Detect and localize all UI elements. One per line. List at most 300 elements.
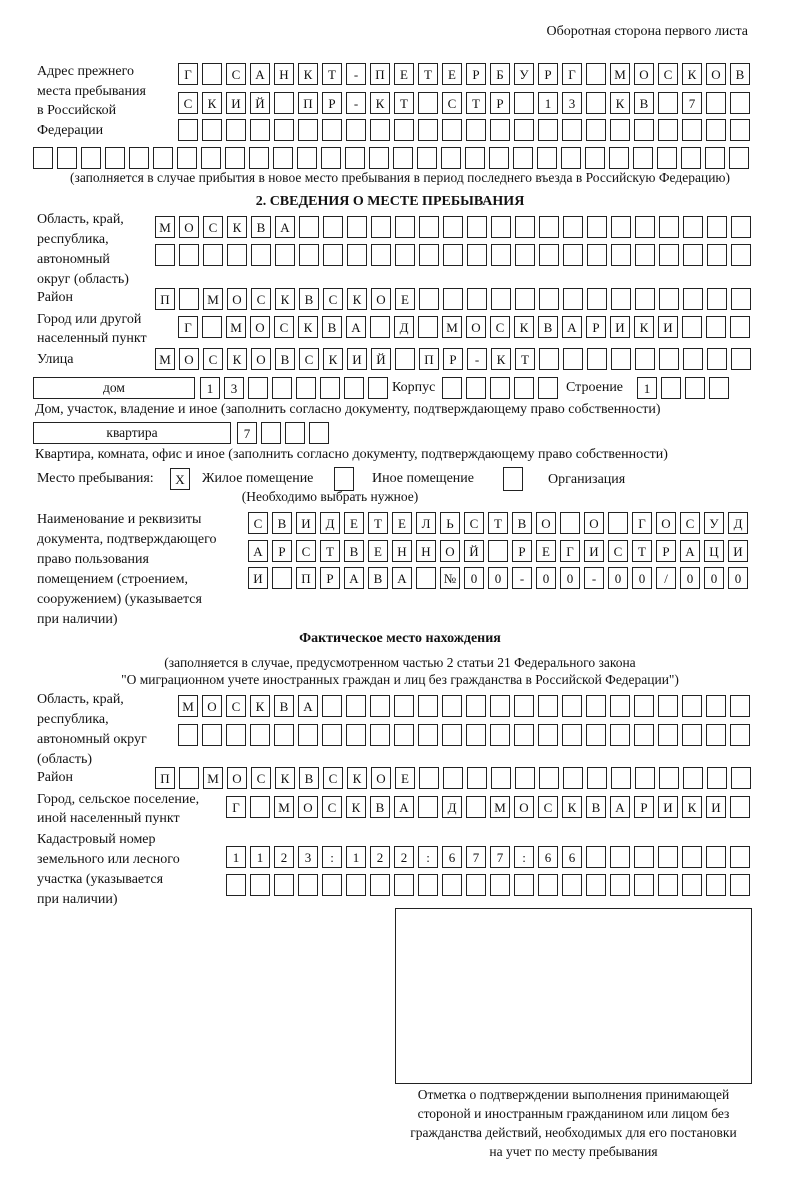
char-cell[interactable] — [442, 695, 462, 717]
char-cell[interactable]: 1 — [226, 846, 246, 868]
char-cell[interactable]: В — [730, 63, 750, 85]
char-cell[interactable]: В — [272, 512, 292, 534]
char-cell[interactable]: О — [634, 63, 654, 85]
char-cell[interactable]: В — [344, 540, 364, 562]
char-cell[interactable]: А — [275, 216, 295, 238]
char-cell[interactable]: М — [490, 796, 510, 818]
char-cell[interactable]: О — [227, 767, 247, 789]
char-cell[interactable]: К — [370, 92, 390, 114]
char-cell[interactable] — [658, 695, 678, 717]
char-cell[interactable] — [730, 695, 750, 717]
char-cell[interactable] — [562, 724, 582, 746]
char-cell[interactable] — [346, 724, 366, 746]
char-cell[interactable] — [586, 695, 606, 717]
char-cell[interactable] — [683, 244, 703, 266]
char-cell[interactable]: Д — [320, 512, 340, 534]
char-cell[interactable] — [560, 512, 580, 534]
char-cell[interactable]: Н — [416, 540, 436, 562]
region-row-2[interactable] — [155, 244, 755, 266]
char-cell[interactable] — [417, 147, 437, 169]
char-cell[interactable] — [539, 348, 559, 370]
char-cell[interactable]: К — [227, 348, 247, 370]
char-cell[interactable] — [730, 874, 750, 896]
char-cell[interactable]: Й — [250, 92, 270, 114]
char-cell[interactable] — [562, 874, 582, 896]
char-cell[interactable]: 1 — [637, 377, 657, 399]
char-cell[interactable] — [586, 92, 606, 114]
char-cell[interactable] — [178, 119, 198, 141]
char-cell[interactable] — [586, 724, 606, 746]
char-cell[interactable]: В — [538, 316, 558, 338]
char-cell[interactable] — [274, 92, 294, 114]
char-cell[interactable] — [730, 316, 750, 338]
char-cell[interactable] — [705, 147, 725, 169]
char-cell[interactable] — [370, 695, 390, 717]
char-cell[interactable] — [539, 767, 559, 789]
char-cell[interactable]: Р — [466, 63, 486, 85]
char-cell[interactable] — [467, 288, 487, 310]
document-row-3[interactable] — [248, 567, 752, 589]
char-cell[interactable]: 0 — [632, 567, 652, 589]
korpus-cells[interactable] — [442, 377, 562, 399]
char-cell[interactable] — [730, 846, 750, 868]
char-cell[interactable] — [299, 216, 319, 238]
char-cell[interactable]: 7 — [682, 92, 702, 114]
street-row[interactable] — [155, 348, 755, 370]
char-cell[interactable] — [442, 119, 462, 141]
actual-region-row-2[interactable] — [178, 724, 754, 746]
char-cell[interactable]: И — [248, 567, 268, 589]
char-cell[interactable] — [347, 244, 367, 266]
char-cell[interactable] — [539, 244, 559, 266]
char-cell[interactable] — [587, 216, 607, 238]
char-cell[interactable]: Т — [320, 540, 340, 562]
char-cell[interactable] — [57, 147, 77, 169]
char-cell[interactable] — [368, 377, 388, 399]
char-cell[interactable]: С — [442, 92, 462, 114]
char-cell[interactable] — [634, 695, 654, 717]
char-cell[interactable]: - — [346, 92, 366, 114]
char-cell[interactable]: К — [250, 695, 270, 717]
char-cell[interactable] — [323, 216, 343, 238]
char-cell[interactable] — [563, 348, 583, 370]
char-cell[interactable]: Р — [322, 92, 342, 114]
char-cell[interactable] — [418, 695, 438, 717]
char-cell[interactable]: Т — [368, 512, 388, 534]
char-cell[interactable] — [682, 316, 702, 338]
char-cell[interactable]: Й — [464, 540, 484, 562]
char-cell[interactable]: С — [490, 316, 510, 338]
char-cell[interactable]: Т — [322, 63, 342, 85]
char-cell[interactable] — [441, 147, 461, 169]
char-cell[interactable] — [611, 348, 631, 370]
char-cell[interactable]: 7 — [490, 846, 510, 868]
char-cell[interactable]: 1 — [346, 846, 366, 868]
char-cell[interactable] — [347, 216, 367, 238]
char-cell[interactable] — [682, 724, 702, 746]
char-cell[interactable] — [707, 767, 727, 789]
char-cell[interactable]: 1 — [250, 846, 270, 868]
char-cell[interactable] — [513, 147, 533, 169]
char-cell[interactable] — [490, 377, 510, 399]
char-cell[interactable]: А — [250, 63, 270, 85]
char-cell[interactable]: : — [322, 846, 342, 868]
char-cell[interactable] — [299, 244, 319, 266]
char-cell[interactable] — [658, 846, 678, 868]
char-cell[interactable]: Е — [395, 288, 415, 310]
char-cell[interactable] — [296, 377, 316, 399]
char-cell[interactable] — [202, 316, 222, 338]
char-cell[interactable]: К — [347, 288, 367, 310]
char-cell[interactable] — [563, 288, 583, 310]
char-cell[interactable] — [730, 119, 750, 141]
char-cell[interactable] — [250, 724, 270, 746]
char-cell[interactable]: / — [656, 567, 676, 589]
prev-address-row-2[interactable] — [178, 92, 754, 114]
char-cell[interactable] — [322, 119, 342, 141]
char-cell[interactable] — [706, 92, 726, 114]
char-cell[interactable]: П — [419, 348, 439, 370]
char-cell[interactable]: К — [275, 767, 295, 789]
char-cell[interactable] — [203, 244, 223, 266]
char-cell[interactable]: М — [155, 216, 175, 238]
char-cell[interactable]: М — [203, 767, 223, 789]
char-cell[interactable]: О — [227, 288, 247, 310]
char-cell[interactable] — [538, 377, 558, 399]
char-cell[interactable] — [465, 147, 485, 169]
char-cell[interactable] — [274, 724, 294, 746]
char-cell[interactable] — [729, 147, 749, 169]
char-cell[interactable]: С — [538, 796, 558, 818]
char-cell[interactable] — [369, 147, 389, 169]
char-cell[interactable]: К — [514, 316, 534, 338]
char-cell[interactable] — [683, 348, 703, 370]
char-cell[interactable] — [418, 119, 438, 141]
char-cell[interactable]: С — [203, 216, 223, 238]
char-cell[interactable] — [515, 288, 535, 310]
char-cell[interactable]: Е — [394, 63, 414, 85]
char-cell[interactable]: А — [344, 567, 364, 589]
char-cell[interactable] — [635, 288, 655, 310]
char-cell[interactable] — [298, 874, 318, 896]
char-cell[interactable] — [730, 796, 750, 818]
char-cell[interactable] — [683, 767, 703, 789]
char-cell[interactable]: Б — [490, 63, 510, 85]
char-cell[interactable] — [249, 147, 269, 169]
char-cell[interactable]: О — [179, 216, 199, 238]
char-cell[interactable]: И — [706, 796, 726, 818]
char-cell[interactable] — [514, 695, 534, 717]
char-cell[interactable] — [370, 316, 390, 338]
char-cell[interactable] — [274, 119, 294, 141]
char-cell[interactable] — [659, 288, 679, 310]
char-cell[interactable] — [634, 874, 654, 896]
char-cell[interactable] — [467, 767, 487, 789]
char-cell[interactable]: 1 — [200, 377, 220, 399]
char-cell[interactable] — [731, 216, 751, 238]
char-cell[interactable] — [179, 244, 199, 266]
char-cell[interactable] — [561, 147, 581, 169]
char-cell[interactable] — [490, 874, 510, 896]
char-cell[interactable]: И — [658, 316, 678, 338]
char-cell[interactable]: С — [226, 63, 246, 85]
char-cell[interactable]: С — [323, 767, 343, 789]
checkbox-other-premises[interactable] — [334, 467, 354, 491]
char-cell[interactable]: С — [274, 316, 294, 338]
char-cell[interactable] — [659, 348, 679, 370]
char-cell[interactable]: В — [368, 567, 388, 589]
char-cell[interactable] — [731, 348, 751, 370]
char-cell[interactable]: П — [298, 92, 318, 114]
char-cell[interactable] — [658, 874, 678, 896]
checkbox-residential[interactable]: X — [170, 468, 190, 490]
char-cell[interactable]: С — [608, 540, 628, 562]
char-cell[interactable]: О — [251, 348, 271, 370]
char-cell[interactable]: М — [178, 695, 198, 717]
char-cell[interactable] — [634, 119, 654, 141]
char-cell[interactable] — [634, 846, 654, 868]
char-cell[interactable] — [635, 348, 655, 370]
char-cell[interactable] — [322, 724, 342, 746]
char-cell[interactable] — [633, 147, 653, 169]
char-cell[interactable]: № — [440, 567, 460, 589]
char-cell[interactable] — [658, 119, 678, 141]
char-cell[interactable] — [608, 512, 628, 534]
char-cell[interactable] — [394, 724, 414, 746]
char-cell[interactable] — [322, 874, 342, 896]
char-cell[interactable] — [370, 119, 390, 141]
char-cell[interactable]: Е — [368, 540, 388, 562]
char-cell[interactable]: Р — [634, 796, 654, 818]
char-cell[interactable]: И — [728, 540, 748, 562]
char-cell[interactable] — [251, 244, 271, 266]
char-cell[interactable]: О — [466, 316, 486, 338]
char-cell[interactable]: - — [512, 567, 532, 589]
char-cell[interactable] — [226, 724, 246, 746]
char-cell[interactable] — [442, 377, 462, 399]
char-cell[interactable] — [611, 767, 631, 789]
char-cell[interactable]: А — [394, 796, 414, 818]
char-cell[interactable] — [659, 767, 679, 789]
char-cell[interactable]: П — [155, 288, 175, 310]
char-cell[interactable]: Е — [395, 767, 415, 789]
char-cell[interactable] — [272, 377, 292, 399]
char-cell[interactable] — [370, 874, 390, 896]
char-cell[interactable]: Ц — [704, 540, 724, 562]
char-cell[interactable] — [346, 874, 366, 896]
region-row-1[interactable] — [155, 216, 755, 238]
char-cell[interactable]: Р — [490, 92, 510, 114]
char-cell[interactable]: 0 — [680, 567, 700, 589]
char-cell[interactable] — [371, 216, 391, 238]
char-cell[interactable]: 6 — [442, 846, 462, 868]
char-cell[interactable] — [514, 874, 534, 896]
char-cell[interactable] — [467, 244, 487, 266]
char-cell[interactable]: И — [347, 348, 367, 370]
char-cell[interactable]: С — [203, 348, 223, 370]
char-cell[interactable] — [227, 244, 247, 266]
apartment-type-field[interactable]: квартира — [33, 422, 231, 444]
char-cell[interactable]: Ь — [440, 512, 460, 534]
char-cell[interactable]: 0 — [536, 567, 556, 589]
char-cell[interactable]: О — [179, 348, 199, 370]
char-cell[interactable] — [586, 874, 606, 896]
char-cell[interactable]: П — [155, 767, 175, 789]
char-cell[interactable] — [635, 767, 655, 789]
char-cell[interactable] — [202, 119, 222, 141]
char-cell[interactable]: М — [442, 316, 462, 338]
char-cell[interactable] — [514, 119, 534, 141]
char-cell[interactable]: М — [274, 796, 294, 818]
char-cell[interactable]: Г — [178, 316, 198, 338]
char-cell[interactable] — [514, 724, 534, 746]
char-cell[interactable] — [587, 288, 607, 310]
char-cell[interactable]: Р — [512, 540, 532, 562]
char-cell[interactable]: А — [392, 567, 412, 589]
char-cell[interactable] — [661, 377, 681, 399]
char-cell[interactable] — [610, 695, 630, 717]
char-cell[interactable]: К — [227, 216, 247, 238]
char-cell[interactable]: : — [514, 846, 534, 868]
char-cell[interactable]: В — [370, 796, 390, 818]
char-cell[interactable] — [706, 316, 726, 338]
char-cell[interactable] — [706, 695, 726, 717]
char-cell[interactable]: М — [203, 288, 223, 310]
char-cell[interactable] — [635, 216, 655, 238]
char-cell[interactable]: К — [347, 767, 367, 789]
char-cell[interactable] — [683, 216, 703, 238]
char-cell[interactable]: С — [658, 63, 678, 85]
char-cell[interactable] — [706, 119, 726, 141]
char-cell[interactable] — [585, 147, 605, 169]
char-cell[interactable]: К — [298, 316, 318, 338]
checkbox-organization[interactable] — [503, 467, 523, 491]
char-cell[interactable]: Т — [394, 92, 414, 114]
char-cell[interactable]: О — [371, 288, 391, 310]
char-cell[interactable] — [611, 216, 631, 238]
char-cell[interactable] — [155, 244, 175, 266]
char-cell[interactable] — [274, 874, 294, 896]
char-cell[interactable]: В — [274, 695, 294, 717]
char-cell[interactable]: М — [226, 316, 246, 338]
char-cell[interactable] — [515, 767, 535, 789]
char-cell[interactable]: 2 — [274, 846, 294, 868]
char-cell[interactable]: Т — [515, 348, 535, 370]
char-cell[interactable] — [563, 216, 583, 238]
char-cell[interactable]: С — [251, 288, 271, 310]
char-cell[interactable]: С — [296, 540, 316, 562]
char-cell[interactable]: О — [514, 796, 534, 818]
char-cell[interactable] — [658, 724, 678, 746]
char-cell[interactable] — [395, 216, 415, 238]
char-cell[interactable] — [681, 147, 701, 169]
char-cell[interactable]: Т — [632, 540, 652, 562]
char-cell[interactable] — [297, 147, 317, 169]
char-cell[interactable] — [586, 63, 606, 85]
char-cell[interactable] — [587, 244, 607, 266]
char-cell[interactable]: В — [512, 512, 532, 534]
char-cell[interactable]: С — [299, 348, 319, 370]
char-cell[interactable] — [322, 695, 342, 717]
char-cell[interactable]: С — [323, 288, 343, 310]
char-cell[interactable] — [635, 244, 655, 266]
char-cell[interactable]: Е — [536, 540, 556, 562]
char-cell[interactable]: К — [682, 63, 702, 85]
char-cell[interactable]: 3 — [562, 92, 582, 114]
char-cell[interactable] — [466, 724, 486, 746]
char-cell[interactable] — [683, 288, 703, 310]
char-cell[interactable]: Д — [728, 512, 748, 534]
char-cell[interactable] — [153, 147, 173, 169]
char-cell[interactable] — [323, 244, 343, 266]
char-cell[interactable]: А — [248, 540, 268, 562]
char-cell[interactable]: Н — [274, 63, 294, 85]
cadastral-row-1[interactable] — [226, 846, 754, 868]
char-cell[interactable]: Л — [416, 512, 436, 534]
char-cell[interactable]: М — [155, 348, 175, 370]
char-cell[interactable] — [538, 695, 558, 717]
char-cell[interactable]: Г — [226, 796, 246, 818]
char-cell[interactable]: С — [251, 767, 271, 789]
char-cell[interactable] — [443, 288, 463, 310]
char-cell[interactable] — [731, 767, 751, 789]
char-cell[interactable]: В — [299, 767, 319, 789]
char-cell[interactable]: - — [584, 567, 604, 589]
char-cell[interactable]: О — [202, 695, 222, 717]
char-cell[interactable] — [707, 288, 727, 310]
char-cell[interactable]: И — [296, 512, 316, 534]
char-cell[interactable]: П — [370, 63, 390, 85]
char-cell[interactable] — [395, 348, 415, 370]
char-cell[interactable] — [394, 695, 414, 717]
char-cell[interactable] — [248, 377, 268, 399]
char-cell[interactable]: Р — [656, 540, 676, 562]
char-cell[interactable] — [298, 119, 318, 141]
char-cell[interactable] — [33, 147, 53, 169]
char-cell[interactable] — [202, 724, 222, 746]
char-cell[interactable]: Р — [320, 567, 340, 589]
char-cell[interactable] — [285, 422, 305, 444]
char-cell[interactable] — [320, 377, 340, 399]
char-cell[interactable]: Е — [392, 512, 412, 534]
char-cell[interactable] — [538, 119, 558, 141]
char-cell[interactable]: П — [296, 567, 316, 589]
document-row-1[interactable] — [248, 512, 752, 534]
char-cell[interactable] — [731, 244, 751, 266]
char-cell[interactable]: Й — [371, 348, 391, 370]
char-cell[interactable] — [489, 147, 509, 169]
char-cell[interactable]: 7 — [237, 422, 257, 444]
char-cell[interactable]: Р — [538, 63, 558, 85]
char-cell[interactable]: В — [251, 216, 271, 238]
char-cell[interactable] — [226, 874, 246, 896]
char-cell[interactable] — [706, 874, 726, 896]
char-cell[interactable]: У — [704, 512, 724, 534]
char-cell[interactable] — [442, 874, 462, 896]
char-cell[interactable]: 6 — [562, 846, 582, 868]
district-row[interactable] — [155, 288, 755, 310]
char-cell[interactable] — [491, 288, 511, 310]
char-cell[interactable] — [298, 724, 318, 746]
char-cell[interactable]: К — [610, 92, 630, 114]
char-cell[interactable]: В — [275, 348, 295, 370]
char-cell[interactable] — [273, 147, 293, 169]
char-cell[interactable]: 2 — [370, 846, 390, 868]
char-cell[interactable]: И — [610, 316, 630, 338]
char-cell[interactable]: А — [346, 316, 366, 338]
char-cell[interactable] — [261, 422, 281, 444]
char-cell[interactable]: Г — [562, 63, 582, 85]
